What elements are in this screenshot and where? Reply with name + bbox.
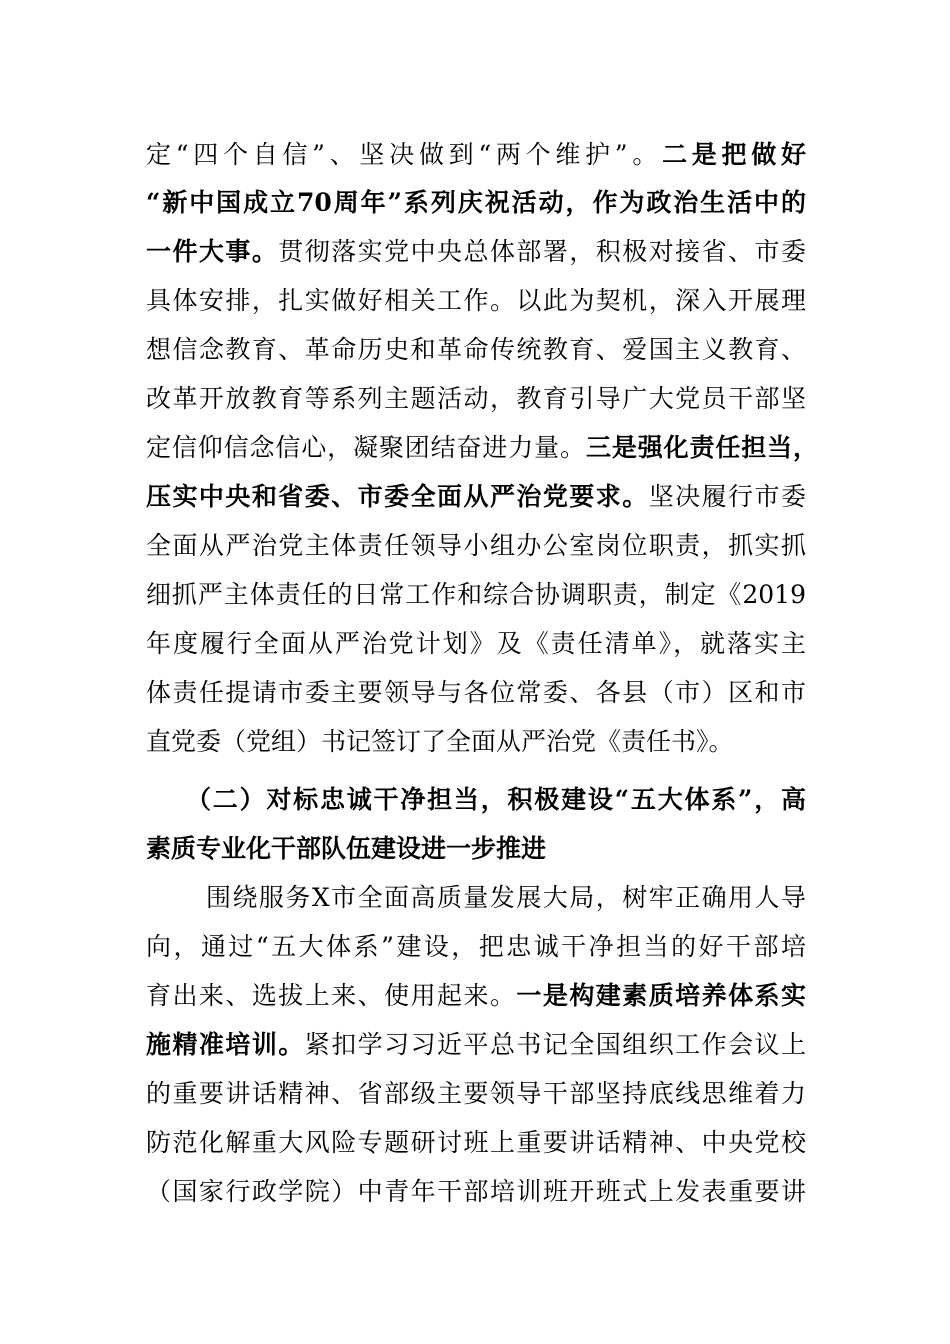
text-line: 细抓严主体责任的日常工作和综合协调职责，制定《2019: [146, 580, 806, 609]
section-heading: 素质专业化干部队伍建设进一步推进: [146, 834, 547, 863]
text-line: 一件大事。贯彻落实党中央总体部署，积极对接省、市委: [146, 237, 806, 266]
text-line: 年度履行全面从严治党计划》及《责任清单》，就落实主: [146, 629, 806, 658]
text-line: 定“四个自信”、坚决做到“两个维护”。二是把做好: [146, 140, 806, 169]
text-line: 防范化解重大风险专题研讨班上重要讲话精神、中央党校: [146, 1128, 806, 1157]
text-line: “新中国成立70周年”系列庆祝活动，作为政治生活中的: [146, 188, 806, 217]
text-line: 向，通过“五大体系”建设，把忠诚干净担当的好干部培: [146, 932, 806, 961]
text-line: 育出来、选拔上来、使用起来。一是构建素质培养体系实: [146, 981, 806, 1010]
text-line: 具体安排，扎实做好相关工作。以此为契机，深入开展理: [146, 286, 806, 315]
text-line: 改革开放教育等系列主题活动，教育引导广大党员干部坚: [146, 384, 806, 413]
text-line: 体责任提请市委主要领导与各位常委、各县（市）区和市: [146, 678, 806, 707]
section-heading: （二）对标忠诚干净担当，积极建设“五大体系”，高: [186, 785, 806, 814]
paragraph-first-line: 围绕服务X市全面高质量发展大局，树牢正确用人导: [206, 883, 806, 912]
text-line: 全面从严治党主体责任领导小组办公室岗位职责，抓实抓: [146, 531, 806, 560]
text-line: 想信念教育、革命历史和革命传统教育、爱国主义教育、: [146, 335, 806, 364]
text-line: 施精准培训。紧扣学习习近平总书记全国组织工作会议上: [146, 1030, 806, 1059]
text-line: 直党委（党组）书记签订了全面从严治党《责任书》。: [146, 727, 734, 756]
text-line: 压实中央和省委、市委全面从严治党要求。坚决履行市委: [146, 482, 806, 511]
text-line: 定信仰信念信心，凝聚团结奋进力量。三是强化责任担当，: [146, 433, 818, 462]
text-line: 的重要讲话精神、省部级主要领导干部坚持底线思维着力: [146, 1079, 806, 1108]
text-line: （国家行政学院）中青年干部培训班开班式上发表重要讲: [146, 1177, 806, 1206]
